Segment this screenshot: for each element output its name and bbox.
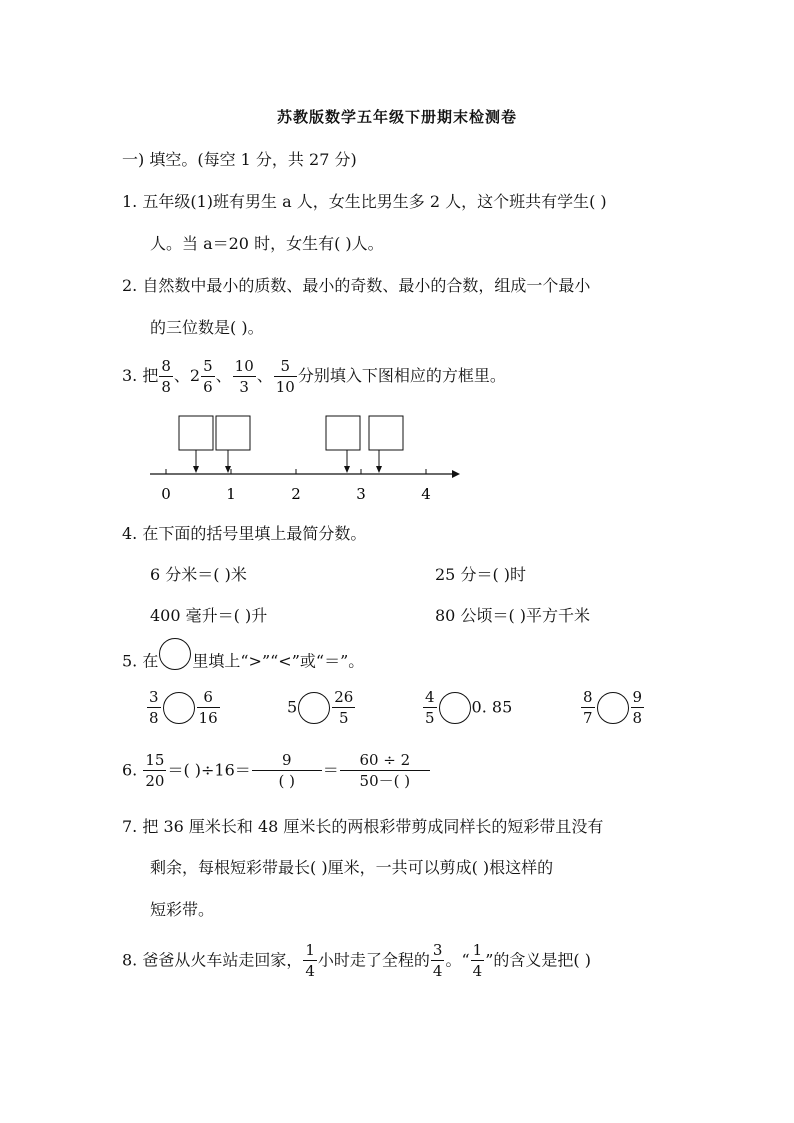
axis-label-1: 1 [226, 485, 236, 503]
axis-arrowhead [452, 470, 460, 478]
q8-question [122, 940, 591, 981]
q5c-right: 0. 85 [471, 697, 513, 717]
q7-line2: 剩余，每根短彩带最长( )厘米，一共可以剪成( )根这样的 [150, 858, 554, 877]
q3-sep2: 、 [215, 366, 232, 385]
q5-item-a [146, 687, 221, 727]
q6-fraction-3: $\frac{60 \div 2}{50-( )}$ [340, 753, 430, 789]
q4-title: 4. 在下面的括号里填上最简分数。 [122, 524, 367, 543]
q7-line1: 7. 把 36 厘米长和 48 厘米长的两根彩带剪成同样长的短彩带且没有 [122, 817, 604, 836]
q5a-left-fraction: $\frac{3}{8}$ [149, 687, 159, 727]
q8-prefix: 8. 爸爸从火车站走回家， [122, 950, 303, 970]
pointer-arrowhead-4 [376, 466, 382, 473]
q5c-answer-circle[interactable] [439, 692, 471, 724]
q8-fraction-2: $\frac{3}{4}$ [432, 940, 443, 980]
q4-item-b: 25 分＝( )时 [435, 565, 527, 584]
q3-fraction-4: $\frac{5}{10}$ [275, 356, 295, 396]
q6-middle: ＝( )÷16＝ [167, 760, 251, 780]
pointer-arrowhead-2 [225, 466, 231, 473]
q3-sep3: 、 [256, 366, 273, 385]
axis-label-4: 4 [421, 485, 431, 503]
q3-fraction-3: $\frac{10}{3}$ [234, 356, 254, 396]
q5-item-d [580, 687, 645, 727]
q5d-right-fraction: $\frac{9}{8}$ [632, 687, 643, 727]
q5-instruction [122, 646, 364, 678]
q8-middle-2: 。“ [445, 950, 470, 970]
q5-item-c [422, 687, 512, 728]
pointer-arrowhead-1 [193, 466, 199, 473]
q7-line3: 短彩带。 [150, 900, 215, 919]
axis-label-0: 0 [161, 485, 171, 503]
q6-label: 6. [122, 760, 138, 780]
page-title: 苏教版数学五年级下册期末检测卷 [276, 108, 517, 126]
q6-fraction-1: $\frac{15}{20}$ [145, 750, 165, 790]
q3-question [122, 356, 506, 396]
q3-suffix: 分别填入下图相应的方框里。 [297, 366, 506, 385]
q8-middle: 小时走了全程的 [317, 950, 430, 970]
q3-sep1: 、2 [173, 366, 201, 385]
axis-label-2: 2 [291, 485, 301, 503]
q5b-left: 5 [287, 697, 298, 717]
answer-box-2[interactable] [216, 416, 250, 450]
q6-fraction-2: $\frac{9}{( )}$ [252, 753, 322, 789]
number-line-figure [146, 414, 466, 506]
q3-prefix: 3. 把 [122, 366, 159, 385]
q8-suffix: ”的含义是把( ) [485, 950, 591, 970]
q2-line1: 2. 自然数中最小的质数、最小的奇数、最小的合数，组成一个最小 [122, 276, 591, 295]
q5-item-b [287, 687, 356, 728]
section-heading: 一) 填空。(每空 1 分，共 27 分) [122, 150, 357, 169]
q6-equation [122, 750, 431, 791]
q8-fraction-3: $\frac{1}{4}$ [472, 940, 483, 980]
q4-item-d: 80 公顷＝( )平方千米 [435, 606, 591, 625]
q8-fraction-1: $\frac{1}{4}$ [305, 940, 315, 980]
q3-fraction-1: $\frac{8}{8}$ [161, 356, 171, 396]
q5c-left-fraction: $\frac{4}{5}$ [425, 687, 435, 727]
answer-box-3[interactable] [326, 416, 360, 450]
q3-fraction-2: $\frac{5}{6}$ [203, 356, 213, 396]
q5a-right-fraction: $\frac{6}{16}$ [198, 687, 218, 727]
answer-box-1[interactable] [179, 416, 213, 450]
axis-label-3: 3 [356, 485, 366, 503]
q1-line2: 人。当 a＝20 时，女生有( )人。 [150, 234, 384, 253]
q4-item-a: 6 分米＝( )米 [150, 565, 247, 584]
compare-circle-icon [159, 638, 191, 670]
q5-prefix: 5. 在 [122, 651, 159, 671]
q5d-answer-circle[interactable] [597, 692, 629, 724]
q5b-answer-circle[interactable] [298, 692, 330, 724]
q5a-answer-circle[interactable] [163, 692, 195, 724]
q5b-right-fraction: $\frac{26}{5}$ [334, 687, 354, 727]
answer-box-4[interactable] [369, 416, 403, 450]
q4-item-c: 400 毫升＝( )升 [150, 606, 268, 625]
q5-suffix: 里填上“>”“<”或“＝”。 [192, 651, 365, 671]
q1-line1: 1. 五年级(1)班有男生 a 人，女生比男生多 2 人，这个班共有学生( ) [122, 192, 607, 211]
q5d-left-fraction: $\frac{8}{7}$ [583, 687, 593, 727]
q6-equals: ＝ [322, 760, 339, 780]
q2-line2: 的三位数是( )。 [150, 318, 264, 337]
pointer-arrowhead-3 [344, 466, 350, 473]
